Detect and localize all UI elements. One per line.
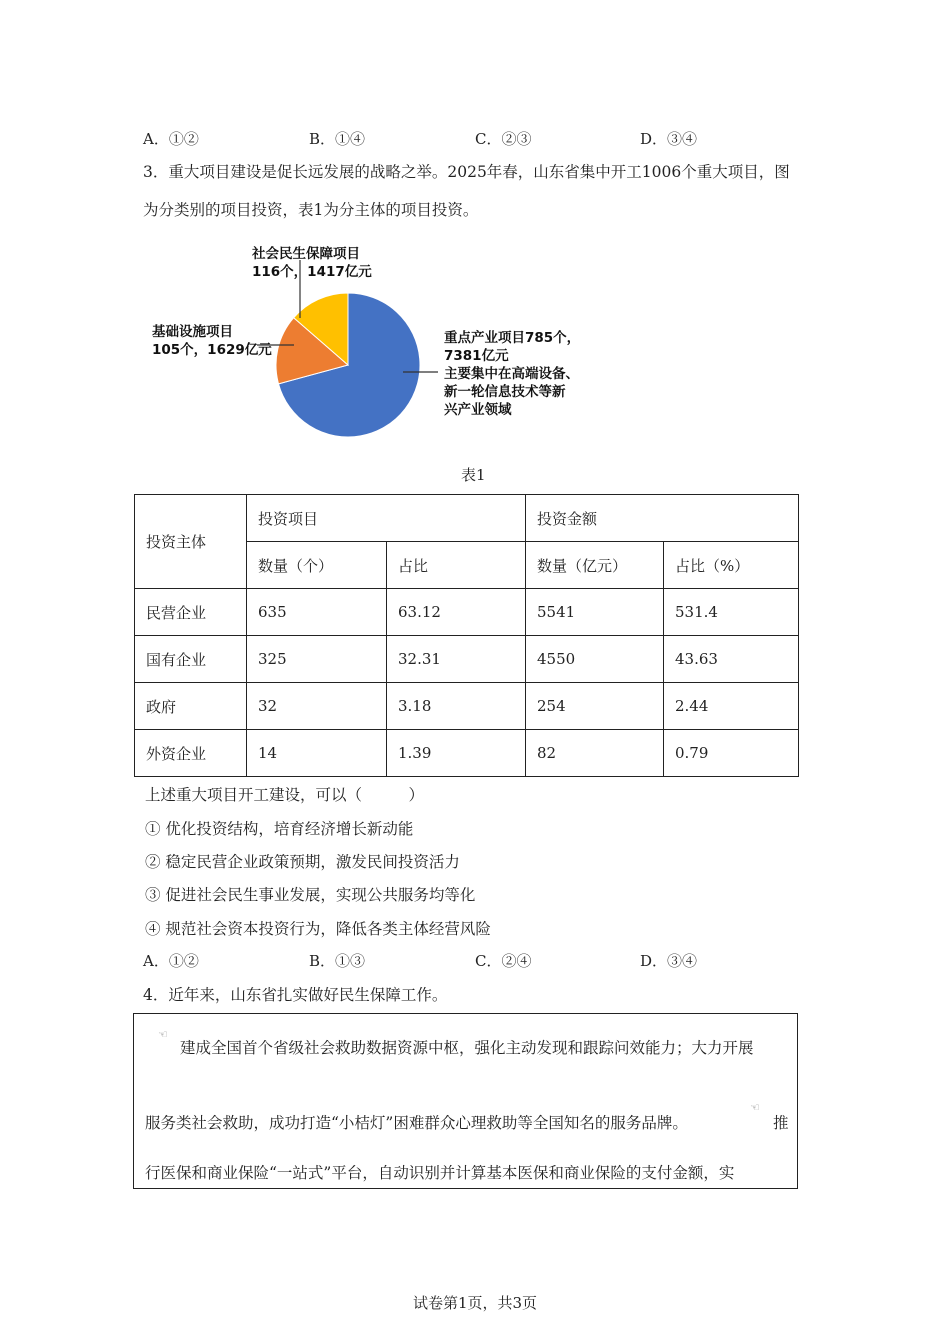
pie-label-key-line5: 兴产业领域 xyxy=(444,402,512,418)
q3-option-b: B．①③ xyxy=(309,952,366,970)
q2-option-a: A．①② xyxy=(143,130,199,148)
table-cell: 4550 xyxy=(526,636,664,683)
q3-option-d: D．③④ xyxy=(640,952,698,970)
pie-label-key xyxy=(444,329,580,419)
table-cell: 63.12 xyxy=(387,589,526,636)
q3-question-line2: 为分类别的项目投资，表1为分主体的项目投资。 xyxy=(143,201,479,219)
table-cell: 0.79 xyxy=(664,730,799,777)
table-row xyxy=(135,636,799,683)
q4-box-line1: 建成全国首个省级社会救助数据资源中枢，强化主动发现和跟踪问效能力；大力开展 xyxy=(180,1039,754,1057)
investment-table xyxy=(134,494,799,777)
pie-label-infra xyxy=(152,323,272,359)
q4-box-line2-tail: 推 xyxy=(773,1114,789,1132)
q4-box-line3: 行医保和商业保险“一站式”平台，自动识别并计算基本医保和商业保险的支付金额，实 xyxy=(145,1164,735,1182)
table-cell: 5541 xyxy=(526,589,664,636)
header-subject: 投资主体 xyxy=(135,495,247,589)
table-title: 表1 xyxy=(461,466,486,484)
table-cell: 外资企业 xyxy=(135,730,247,777)
table-cell: 2.44 xyxy=(664,683,799,730)
subheader-amount-ratio: 占比（%） xyxy=(664,542,799,589)
table-cell: 531.4 xyxy=(664,589,799,636)
table-header-row xyxy=(135,495,799,542)
pointing-hand-icon: ☜ xyxy=(750,1101,760,1114)
table-cell: 3.18 xyxy=(387,683,526,730)
q3-statement-3: ③ 促进社会民生事业发展，实现公共服务均等化 xyxy=(145,886,476,904)
q2-option-c: C．②③ xyxy=(475,130,532,148)
pie-label-key-line3: 主要集中在高端设备、 xyxy=(444,366,579,382)
pie-label-social-name: 社会民生保障项目 xyxy=(252,246,360,262)
q3-question-line1: 3．重大项目建设是促长远发展的战略之举。2025年春，山东省集中开工1006个重大项目，图 xyxy=(143,163,790,181)
table-cell: 325 xyxy=(247,636,387,683)
q3-option-a: A．①② xyxy=(143,952,199,970)
pie-label-key-line2: 7381亿元 xyxy=(444,348,509,364)
pointing-hand-icon: ☜ xyxy=(158,1028,168,1041)
table-row xyxy=(135,730,799,777)
pie-label-key-line1: 重点产业项目785个， xyxy=(444,330,581,346)
header-amount: 投资金额 xyxy=(526,495,799,542)
table-cell: 32.31 xyxy=(387,636,526,683)
page-footer: 试卷第1页，共3页 xyxy=(412,1294,538,1312)
pie-label-infra-value: 105个，1629亿元 xyxy=(152,342,272,358)
subheader-count: 数量（个） xyxy=(247,542,387,589)
table-cell: 民营企业 xyxy=(135,589,247,636)
table-cell: 政府 xyxy=(135,683,247,730)
header-projects: 投资项目 xyxy=(247,495,526,542)
q3-stem: 上述重大项目开工建设，可以（ ） xyxy=(145,786,425,804)
q3-statement-2: ② 稳定民营企业政策预期，激发民间投资活力 xyxy=(145,853,460,871)
pie-label-social xyxy=(252,245,372,281)
table-row xyxy=(135,589,799,636)
table-cell: 1.39 xyxy=(387,730,526,777)
q4-box-line2: 服务类社会救助，成功打造“小桔灯”困难群众心理救助等全国知名的服务品牌。 xyxy=(145,1114,688,1132)
subheader-ratio: 占比 xyxy=(387,542,526,589)
pie-label-infra-name: 基础设施项目 xyxy=(152,324,233,340)
table-cell: 国有企业 xyxy=(135,636,247,683)
pie-label-social-value: 116个，1417亿元 xyxy=(252,264,372,280)
q2-option-d: D．③④ xyxy=(640,130,698,148)
table-cell: 635 xyxy=(247,589,387,636)
q3-statement-1: ① 优化投资结构，培育经济增长新动能 xyxy=(145,820,414,838)
table-cell: 32 xyxy=(247,683,387,730)
table-cell: 14 xyxy=(247,730,387,777)
table-cell: 82 xyxy=(526,730,664,777)
table-row xyxy=(135,683,799,730)
table-cell: 43.63 xyxy=(664,636,799,683)
table-cell: 254 xyxy=(526,683,664,730)
q3-statement-4: ④ 规范社会资本投资行为，降低各类主体经营风险 xyxy=(145,920,491,938)
q3-option-c: C．②④ xyxy=(475,952,532,970)
subheader-amount: 数量（亿元） xyxy=(526,542,664,589)
q2-option-b: B．①④ xyxy=(309,130,366,148)
pie-label-key-line4: 新一轮信息技术等新 xyxy=(444,384,566,400)
q4-question: 4．近年来，山东省扎实做好民生保障工作。 xyxy=(143,986,448,1004)
